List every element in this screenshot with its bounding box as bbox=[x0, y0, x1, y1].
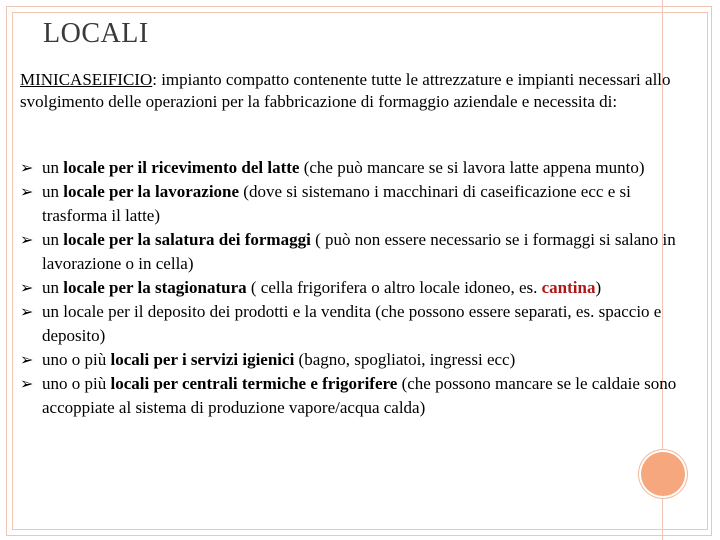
intro-text: : impianto compatto contenente tutte le attrezzature e impianti necessari allo svolgimento delle operazioni per la fabbricazione di formaggio aziendale e necessita di: bbox=[20, 70, 671, 111]
arrowhead-bullet-icon: ➢ bbox=[20, 374, 34, 393]
list-item-text: uno o più locali per centrali termiche e frigorifere (che possono mancare se le caldaie sono accoppiate al sistema di produzione vapore/acqua calda) bbox=[42, 374, 677, 417]
highlight-cantina: cantina bbox=[541, 278, 596, 297]
requirements-list bbox=[20, 156, 698, 420]
list-item bbox=[20, 276, 698, 300]
list-item-text: un locale per il ricevimento del latte (che può mancare se si lavora latte appena munto) bbox=[42, 158, 645, 177]
list-item bbox=[20, 348, 698, 372]
arrowhead-bullet-icon: ➢ bbox=[20, 158, 34, 177]
arrowhead-bullet-icon: ➢ bbox=[20, 182, 34, 201]
arrowhead-bullet-icon: ➢ bbox=[20, 350, 34, 369]
arrowhead-bullet-icon: ➢ bbox=[20, 230, 34, 249]
list-item-text: uno o più locali per i servizi igienici (bagno, spogliatoi, ingressi ecc) bbox=[42, 350, 516, 369]
intro-term: MINICASEIFICIO bbox=[20, 70, 153, 89]
list-item bbox=[20, 228, 698, 276]
list-item bbox=[20, 156, 698, 180]
list-item bbox=[20, 180, 698, 228]
list-item-text: un locale per la lavorazione (dove si sistemano i macchinari di caseificazione ecc e si trasforma il latte) bbox=[42, 182, 631, 225]
decorative-circle bbox=[641, 452, 685, 496]
accent-line-bottom bbox=[662, 496, 663, 540]
slide-title: LOCALI bbox=[43, 18, 149, 49]
list-item-text: un locale per il deposito dei prodotti e la vendita (che possono essere separati, es. spaccio e deposito) bbox=[42, 302, 662, 345]
list-item bbox=[20, 372, 698, 420]
arrowhead-bullet-icon: ➢ bbox=[20, 278, 34, 297]
list-item bbox=[20, 300, 698, 348]
list-item-text: un locale per la stagionatura ( cella frigorifera o altro locale idoneo, es. cantina) bbox=[42, 278, 602, 297]
list-item-text: un locale per la salatura dei formaggi ( può non essere necessario se i formaggi si salano in lavorazione o in cella) bbox=[42, 230, 676, 273]
intro-paragraph bbox=[20, 69, 700, 113]
arrowhead-bullet-icon: ➢ bbox=[20, 302, 34, 321]
